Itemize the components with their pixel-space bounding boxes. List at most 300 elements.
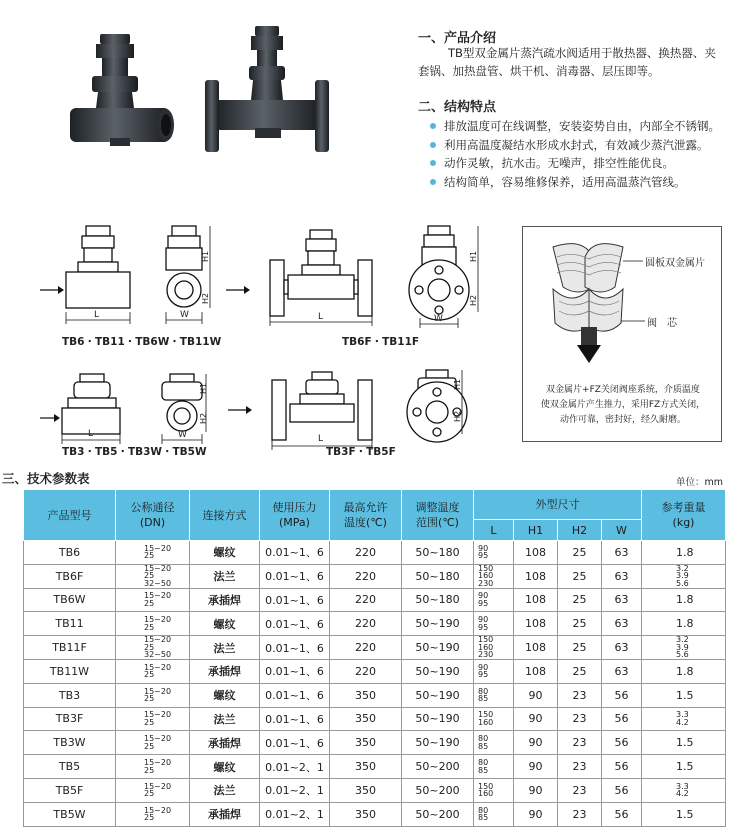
drawing-bolt-hole xyxy=(455,286,463,294)
cell-connection: 法兰 xyxy=(190,636,260,660)
cell-weight-line: 5.6 xyxy=(676,578,689,588)
drawing-flange xyxy=(358,380,372,440)
cell-l-line: 80 xyxy=(478,758,489,768)
cell-dn-line: 25 xyxy=(144,670,155,680)
cell-w: 63 xyxy=(602,541,642,565)
drawing-nut xyxy=(302,265,340,275)
drawing-nut xyxy=(300,394,344,404)
drawing-cap xyxy=(312,372,332,380)
header-weight xyxy=(642,490,726,541)
cell-dn-line: 25 xyxy=(144,765,155,775)
cell-h1: 90 xyxy=(514,683,558,707)
drawing-body xyxy=(424,235,454,247)
cell-h1: 90 xyxy=(514,778,558,802)
cell-l xyxy=(474,707,514,731)
cell-connection: 螺纹 xyxy=(190,683,260,707)
drawing-flange xyxy=(272,380,286,440)
cell-dn xyxy=(116,802,190,826)
drawing-cap xyxy=(170,374,194,382)
cell-l-line: 90 xyxy=(478,543,489,553)
cell-h1: 108 xyxy=(514,588,558,612)
table-row xyxy=(24,802,726,826)
cell-weight-line: 3.2 xyxy=(676,563,689,573)
cell-dn-line: 15~20 xyxy=(144,805,172,815)
drawing-bolt-hole xyxy=(415,286,423,294)
cell-w: 56 xyxy=(602,731,642,755)
cell-l-line: 85 xyxy=(478,741,489,751)
cell-l xyxy=(474,588,514,612)
cell-adjust-range: 50~190 xyxy=(402,659,474,683)
cell-weight-line: 3.2 xyxy=(676,635,689,645)
cell-dn xyxy=(116,755,190,779)
cell-l-line: 150 xyxy=(478,563,494,573)
header-dn-text: 公称通径 (DN) xyxy=(130,501,175,529)
cell-max-temp: 220 xyxy=(330,541,402,565)
cell-model: TB11W xyxy=(24,659,116,683)
cell-weight-line: 5.6 xyxy=(676,650,689,660)
features-list xyxy=(430,117,720,191)
drawing-cap xyxy=(428,226,450,235)
cell-h2: 23 xyxy=(558,755,602,779)
intro-title: 一、产品介绍 xyxy=(418,31,497,46)
caption-tb3f-series: TB3F・TB5F xyxy=(326,446,396,458)
cell-model: TB5F xyxy=(24,778,116,802)
cell-connection: 承插焊 xyxy=(190,659,260,683)
cell-dn-line: 15~20 xyxy=(144,543,172,553)
cell-l-line: 95 xyxy=(478,598,489,608)
header-model: 产品型号 xyxy=(24,490,116,541)
cell-l-line: 90 xyxy=(478,615,489,625)
cell-weight-line: 1.8 xyxy=(676,664,694,678)
cell-connection: 承插焊 xyxy=(190,588,260,612)
cell-adjust-range: 50~180 xyxy=(402,541,474,565)
cell-w: 56 xyxy=(602,683,642,707)
drawing-neck xyxy=(284,280,288,294)
cell-connection: 螺纹 xyxy=(190,755,260,779)
cell-h1: 90 xyxy=(514,707,558,731)
cell-weight-line: 4.2 xyxy=(676,789,689,799)
cell-model: TB11 xyxy=(24,612,116,636)
cell-w: 56 xyxy=(602,778,642,802)
cell-dn-line: 15~20 xyxy=(144,563,172,573)
cell-max-temp: 220 xyxy=(330,659,402,683)
cell-h1: 90 xyxy=(514,802,558,826)
table-row xyxy=(24,564,726,588)
header-max-temp-text: 最高允许 温度(℃) xyxy=(343,501,388,529)
cell-l xyxy=(474,802,514,826)
dim-label-w: W xyxy=(434,314,443,324)
cell-h1: 108 xyxy=(514,564,558,588)
cell-l-line: 230 xyxy=(478,650,494,660)
product-photo-flanged xyxy=(203,22,333,162)
cell-l-line: 150 xyxy=(478,635,494,645)
cell-weight-line: 1.8 xyxy=(676,593,694,607)
technical-drawings xyxy=(0,212,520,462)
intro-line-1: TB型双金属片蒸汽疏水阀适用于散热器、换热器、夹 xyxy=(448,46,716,60)
cell-model: TB6F xyxy=(24,564,116,588)
cell-weight-line: 1.5 xyxy=(676,688,694,702)
table-row xyxy=(24,731,726,755)
cell-l-line: 85 xyxy=(478,765,489,775)
dim-label-w: W xyxy=(178,430,187,440)
cell-model: TB3 xyxy=(24,683,116,707)
drawing-pipe-body xyxy=(290,404,354,422)
table-row xyxy=(24,707,726,731)
dim-label-h2: H2 xyxy=(469,294,479,307)
diagram-caption-line: 使双金属片产生推力，采用FZ方式关闭， xyxy=(540,400,706,410)
cell-l-line: 80 xyxy=(478,686,489,696)
cell-weight xyxy=(642,731,726,755)
cell-model: TB3F xyxy=(24,707,116,731)
cell-adjust-range: 50~190 xyxy=(402,683,474,707)
valve-core xyxy=(581,327,597,345)
cell-h2: 25 xyxy=(558,541,602,565)
cell-pressure: 0.01~2、1 xyxy=(260,802,330,826)
cell-dn-line: 15~20 xyxy=(144,758,172,768)
drawing-nut xyxy=(78,262,118,272)
table-title: 三、技术参数表 xyxy=(2,471,90,486)
cell-weight-line: 1.5 xyxy=(676,760,694,774)
cell-weight-line: 3.3 xyxy=(676,781,689,791)
spec-table-body xyxy=(24,541,726,827)
cell-dn-line: 25 xyxy=(144,642,155,652)
cell-pressure: 0.01~1、6 xyxy=(260,588,330,612)
cell-connection: 承插焊 xyxy=(190,802,260,826)
cell-w: 63 xyxy=(602,588,642,612)
cell-l-line: 90 xyxy=(478,591,489,601)
cell-l-line: 150 xyxy=(478,710,494,720)
cell-l-line: 80 xyxy=(478,734,489,744)
cell-dn-line: 15~20 xyxy=(144,662,172,672)
header-pressure xyxy=(260,490,330,541)
cell-weight xyxy=(642,707,726,731)
cell-adjust-range: 50~190 xyxy=(402,612,474,636)
cell-l-line: 85 xyxy=(478,694,489,704)
drawing-port-inner xyxy=(175,281,193,299)
cell-pressure: 0.01~1、6 xyxy=(260,683,330,707)
cell-pressure: 0.01~1、6 xyxy=(260,612,330,636)
cell-l-line: 160 xyxy=(478,571,494,581)
cell-dn-line: 32~50 xyxy=(144,650,172,660)
header-max-temp xyxy=(330,490,402,541)
dim-label-l: L xyxy=(88,429,94,439)
valve-seat-left xyxy=(553,289,589,331)
feature-item: 利用高温度凝结水形成水封式，有效减少蒸汽泄露。 xyxy=(430,136,720,155)
cell-h2: 23 xyxy=(558,683,602,707)
table-row xyxy=(24,588,726,612)
caption-tb3-series: TB3・TB5・TB3W・TB5W xyxy=(62,446,207,458)
cell-weight-line: 1.5 xyxy=(676,807,694,821)
drawing-flange xyxy=(358,260,372,316)
cell-pressure: 0.01~1、6 xyxy=(260,731,330,755)
cell-h1: 108 xyxy=(514,541,558,565)
dim-label-h1: H1 xyxy=(201,250,211,263)
cell-weight-line: 3.9 xyxy=(676,642,689,652)
cell-h1: 90 xyxy=(514,731,558,755)
drawing-port xyxy=(428,279,450,301)
cell-h2: 25 xyxy=(558,564,602,588)
cell-max-temp: 350 xyxy=(330,802,402,826)
cell-dn xyxy=(116,683,190,707)
dim-label-l: L xyxy=(318,312,324,322)
cell-dn-line: 25 xyxy=(144,741,155,751)
header-dn xyxy=(116,490,190,541)
label-bimetal: 圆板双金属片 xyxy=(645,258,705,269)
feature-item: 动作灵敏，抗水击。无噪声，排空性能优良。 xyxy=(430,154,720,173)
cell-l xyxy=(474,636,514,660)
cell-dn-line: 25 xyxy=(144,694,155,704)
cell-weight xyxy=(642,612,726,636)
cell-max-temp: 350 xyxy=(330,778,402,802)
cell-adjust-range: 50~190 xyxy=(402,731,474,755)
cell-l xyxy=(474,541,514,565)
header-h2: H2 xyxy=(558,520,602,541)
cell-pressure: 0.01~2、1 xyxy=(260,755,330,779)
drawing-port xyxy=(426,401,448,423)
drawing-bolt-hole xyxy=(433,388,441,396)
cell-dn-line: 25 xyxy=(144,551,155,561)
cell-max-temp: 350 xyxy=(330,707,402,731)
cell-model: TB6 xyxy=(24,541,116,565)
drawing-body xyxy=(82,236,114,248)
product-photo-threaded xyxy=(62,28,180,153)
cell-weight-line: 3.3 xyxy=(676,710,689,720)
dim-label-l: L xyxy=(318,434,324,444)
cell-l xyxy=(474,683,514,707)
dim-label-l: L xyxy=(94,310,100,320)
header-l: L xyxy=(474,520,514,541)
cell-adjust-range: 50~190 xyxy=(402,707,474,731)
cell-h2: 23 xyxy=(558,707,602,731)
cell-model: TB3W xyxy=(24,731,116,755)
cell-dn-line: 25 xyxy=(144,598,155,608)
cell-dn-line: 15~20 xyxy=(144,734,172,744)
cell-l-line: 160 xyxy=(478,642,494,652)
cell-h1: 108 xyxy=(514,659,558,683)
cell-adjust-range: 50~200 xyxy=(402,755,474,779)
table-row xyxy=(24,683,726,707)
cell-weight-line: 1.8 xyxy=(676,545,694,559)
cell-adjust-range: 50~190 xyxy=(402,636,474,660)
table-row xyxy=(24,659,726,683)
cell-max-temp: 220 xyxy=(330,564,402,588)
table-row xyxy=(24,636,726,660)
cell-l-line: 160 xyxy=(478,789,494,799)
cell-dn-line: 25 xyxy=(144,571,155,581)
cell-dn-line: 25 xyxy=(144,717,155,727)
cell-l xyxy=(474,731,514,755)
drawing-body xyxy=(168,236,200,248)
cell-w: 63 xyxy=(602,636,642,660)
cell-h2: 25 xyxy=(558,659,602,683)
cell-weight xyxy=(642,802,726,826)
valve-seat-right xyxy=(589,289,623,331)
cell-connection: 法兰 xyxy=(190,707,260,731)
cell-l xyxy=(474,755,514,779)
cell-dn-line: 15~20 xyxy=(144,591,172,601)
cell-connection: 螺纹 xyxy=(190,541,260,565)
cell-dn-line: 15~20 xyxy=(144,686,172,696)
cell-dn-line: 15~20 xyxy=(144,615,172,625)
cell-dn-line: 25 xyxy=(144,622,155,632)
cell-l-line: 90 xyxy=(478,662,489,672)
cell-dn-line: 25 xyxy=(144,813,155,823)
cell-h2: 23 xyxy=(558,731,602,755)
cell-weight xyxy=(642,755,726,779)
cell-max-temp: 220 xyxy=(330,612,402,636)
cell-weight-line: 1.8 xyxy=(676,617,694,631)
caption-tb6f-series: TB6F・TB11F xyxy=(342,336,420,348)
spec-table xyxy=(23,489,726,827)
cell-dn xyxy=(116,564,190,588)
cell-dn xyxy=(116,731,190,755)
drawing-nut xyxy=(68,398,116,408)
cell-dn xyxy=(116,659,190,683)
drawing-body xyxy=(308,251,334,265)
cell-l-line: 160 xyxy=(478,717,494,727)
drawing-body xyxy=(306,380,338,394)
drawing-cap xyxy=(80,374,104,382)
cell-weight-line: 4.2 xyxy=(676,717,689,727)
drawing-flange xyxy=(270,260,284,316)
drawing-cap xyxy=(86,226,110,236)
cell-weight xyxy=(642,588,726,612)
features-title: 二、结构特点 xyxy=(418,100,497,115)
cell-weight-line: 3.9 xyxy=(676,571,689,581)
cell-weight xyxy=(642,541,726,565)
cell-adjust-range: 50~200 xyxy=(402,778,474,802)
cell-pressure: 0.01~1、6 xyxy=(260,707,330,731)
cell-weight xyxy=(642,564,726,588)
cell-l xyxy=(474,778,514,802)
cell-l xyxy=(474,564,514,588)
drawing-bolt-hole xyxy=(435,306,443,314)
cell-l xyxy=(474,659,514,683)
flow-arrow xyxy=(577,345,601,363)
cell-dn xyxy=(116,778,190,802)
table-unit: 单位：mm xyxy=(676,477,724,488)
drawing-body xyxy=(84,248,112,262)
cell-pressure: 0.01~1、6 xyxy=(260,564,330,588)
cell-l-line: 80 xyxy=(478,805,489,815)
cell-model: TB5 xyxy=(24,755,116,779)
drawing-cap xyxy=(310,230,332,239)
drawing-bolt-hole xyxy=(433,428,441,436)
cell-max-temp: 220 xyxy=(330,636,402,660)
intro-line-2: 套锅、加热盘管、烘干机、消毒器、层压即等。 xyxy=(418,64,660,78)
cell-pressure: 0.01~2、1 xyxy=(260,778,330,802)
cell-h2: 25 xyxy=(558,588,602,612)
cell-connection: 承插焊 xyxy=(190,731,260,755)
cell-l-line: 85 xyxy=(478,813,489,823)
dim-label-h1: H1 xyxy=(453,378,463,391)
dim-label-h2: H2 xyxy=(453,410,463,423)
cell-l-line: 95 xyxy=(478,670,489,680)
header-adjust-range-text: 调整温度 范围(℃) xyxy=(415,501,460,529)
drawing-neck xyxy=(354,280,358,294)
cell-weight-line: 1.5 xyxy=(676,736,694,750)
drawing-body xyxy=(162,382,202,400)
cell-connection: 法兰 xyxy=(190,778,260,802)
cell-dn xyxy=(116,636,190,660)
cell-w: 56 xyxy=(602,755,642,779)
intro-text xyxy=(418,44,728,80)
header-weight-text: 参考重量 (kg) xyxy=(661,501,706,529)
header-w: W xyxy=(602,520,642,541)
cell-max-temp: 350 xyxy=(330,731,402,755)
cell-w: 63 xyxy=(602,564,642,588)
cell-h1: 108 xyxy=(514,636,558,660)
cell-w: 63 xyxy=(602,659,642,683)
cell-dn xyxy=(116,707,190,731)
cell-model: TB5W xyxy=(24,802,116,826)
cell-weight xyxy=(642,659,726,683)
cell-h2: 25 xyxy=(558,636,602,660)
cell-model: TB11F xyxy=(24,636,116,660)
drawing-cap xyxy=(172,226,196,236)
drawing-body xyxy=(74,382,110,398)
cell-l xyxy=(474,612,514,636)
diagram-caption xyxy=(527,383,719,428)
cell-weight xyxy=(642,683,726,707)
cell-w: 56 xyxy=(602,707,642,731)
table-row xyxy=(24,541,726,565)
header-h1: H1 xyxy=(514,520,558,541)
cell-dn xyxy=(116,541,190,565)
drawing-port-inner xyxy=(174,408,190,424)
drawing-cap xyxy=(426,370,448,378)
cell-dn-line: 32~50 xyxy=(144,578,172,588)
cell-dn-line: 25 xyxy=(144,789,155,799)
cell-pressure: 0.01~1、6 xyxy=(260,636,330,660)
caption-tb6-series: TB6・TB11・TB6W・TB11W xyxy=(62,336,222,348)
table-row xyxy=(24,612,726,636)
cell-weight xyxy=(642,778,726,802)
drawing-bolt-hole xyxy=(413,408,421,416)
cell-weight xyxy=(642,636,726,660)
table-row xyxy=(24,755,726,779)
dim-label-w: W xyxy=(180,310,189,320)
working-principle-diagram xyxy=(522,226,722,442)
cell-h2: 23 xyxy=(558,778,602,802)
bimetal-stack-right xyxy=(585,244,623,292)
cell-w: 63 xyxy=(602,612,642,636)
cell-dn-line: 15~20 xyxy=(144,710,172,720)
cell-l-line: 150 xyxy=(478,781,494,791)
header-dimensions: 外型尺寸 xyxy=(474,490,642,520)
cell-max-temp: 350 xyxy=(330,755,402,779)
drawing-pipe-body xyxy=(66,272,130,308)
cell-model: TB6W xyxy=(24,588,116,612)
cell-dn-line: 15~20 xyxy=(144,635,172,645)
dim-label-h1: H1 xyxy=(469,250,479,263)
table-row xyxy=(24,778,726,802)
cell-connection: 螺纹 xyxy=(190,612,260,636)
cell-pressure: 0.01~1、6 xyxy=(260,541,330,565)
diagram-caption-line: 动作可靠，密封好，经久耐磨。 xyxy=(559,415,686,425)
cell-h2: 25 xyxy=(558,612,602,636)
drawing-bolt-hole xyxy=(435,266,443,274)
dim-label-h2: H2 xyxy=(199,412,209,425)
cell-max-temp: 350 xyxy=(330,683,402,707)
feature-item: 结构简单，容易维修保养，适用高温蒸汽管线。 xyxy=(430,173,720,192)
header-adjust-range xyxy=(402,490,474,541)
cell-dn-line: 15~20 xyxy=(144,781,172,791)
drawing-body xyxy=(306,239,336,251)
cell-l-line: 230 xyxy=(478,578,494,588)
header-connection: 连接方式 xyxy=(190,490,260,541)
cell-adjust-range: 50~180 xyxy=(402,588,474,612)
